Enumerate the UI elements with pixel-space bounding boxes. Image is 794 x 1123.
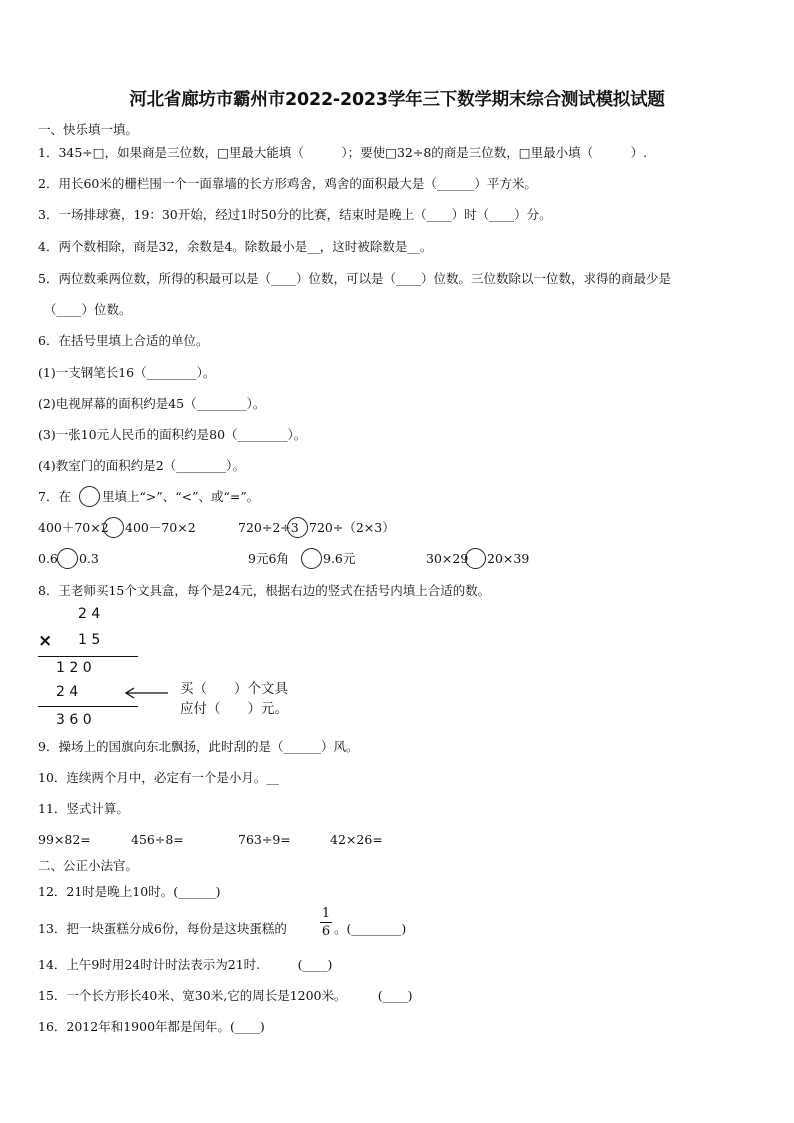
question-13-answer: 。(________) (334, 921, 407, 936)
calc-item-1: 99×82= (38, 832, 91, 847)
question-8: 8．王老师买15个文具盒，每个是24元，根据右边的竖式在括号内填上合适的数。 (38, 583, 491, 598)
fraction-bar (320, 922, 332, 923)
question-15: 15．一个长方形长40米、宽30米,它的周长是1200米。 (____) (38, 988, 413, 1003)
compare-1-left: 400＋70×2 (38, 520, 109, 535)
question-6: 6．在括号里填上合适的单位。 (38, 333, 209, 348)
calc-divider-1 (38, 656, 138, 657)
question-6-part-2: (2)电视屏幕的面积约是45（________）。 (38, 396, 266, 411)
question-10: 10．连续两个月中，必定有一个是小月。__ (38, 770, 279, 785)
compare-5-right: 20×39 (487, 551, 530, 566)
compare-5-circle-icon[interactable] (465, 548, 486, 569)
calc-item-3: 763÷9= (238, 832, 291, 847)
compare-3-left: 0.6 (38, 551, 58, 566)
calc-note-buy: 买（ ）个文具 (180, 681, 288, 697)
question-12: 12．21时是晚上10时。(______) (38, 884, 221, 899)
question-11: 11．竖式计算。 (38, 801, 129, 816)
question-5-line2: （____）位数。 (44, 302, 132, 317)
question-9: 9．操场上的国旗向东北飘扬，此时刮的是（______）风。 (38, 739, 359, 754)
page-title: 河北省廊坊市霸州市2022-2023学年三下数学期末综合测试模拟试题 (129, 90, 665, 110)
compare-3-right: 0.3 (79, 551, 99, 566)
compare-4-left: 9元6角 (248, 551, 289, 566)
question-7-suffix: 里填上“>”、“<”、或“=”。 (102, 489, 260, 504)
question-6-part-1: (1)一支钢笔长16（________）。 (38, 365, 216, 380)
question-14: 14．上午9时用24时计时法表示为21时. (____) (38, 957, 333, 972)
compare-2-left: 720÷2÷3 (238, 520, 299, 535)
compare-5-left: 30×29 (426, 551, 469, 566)
answer-circle-icon[interactable] (79, 486, 100, 507)
question-7-prefix: 7．在 (38, 489, 71, 504)
fraction-numerator: 1 (321, 906, 331, 921)
calc-item-4: 42×26= (330, 832, 383, 847)
question-16: 16．2012年和1900年都是闰年。(____) (38, 1019, 265, 1034)
section-heading-1: 一、快乐填一填。 (38, 122, 139, 137)
fraction-denominator: 6 (321, 924, 331, 939)
compare-2-circle-icon[interactable] (287, 517, 308, 538)
arrow-left-icon (124, 686, 170, 700)
compare-1-circle-icon[interactable] (103, 517, 124, 538)
compare-4-circle-icon[interactable] (301, 548, 322, 569)
calc-multiplicand: 2 4 (78, 606, 101, 622)
compare-2-right: 720÷（2×3） (309, 520, 395, 535)
calc-product: 3 6 0 (56, 712, 92, 728)
question-6-part-3: (3)一张10元人民币的面积约是80（________）。 (38, 427, 307, 442)
question-5-line1: 5．两位数乘两位数，所得的积最可以是（____）位数，可以是（____）位数。三位数除以一位数，求得的商最少是 (38, 271, 671, 286)
section-heading-2: 二、公正小法官。 (38, 858, 139, 873)
question-13-text: 13．把一块蛋糕分成6份，每份是这块蛋糕的 (38, 921, 287, 936)
compare-1-right: 400－70×2 (125, 520, 196, 535)
calc-note-pay: 应付（ ）元。 (180, 701, 288, 717)
multiply-sign-icon: × (38, 631, 53, 651)
question-2: 2．用长60米的栅栏围一个一面靠墙的长方形鸡舍，鸡舍的面积最大是（______）平方米。 (38, 176, 537, 191)
calc-partial-1: 1 2 0 (56, 660, 92, 676)
calc-divider-2 (38, 706, 138, 707)
question-4: 4．两个数相除，商是32，余数是4。除数最小是__，这时被除数是__。 (38, 239, 433, 254)
question-6-part-4: (4)教室门的面积约是2（________）。 (38, 458, 245, 473)
calc-partial-2: 2 4 (56, 684, 79, 700)
calc-multiplier: 1 5 (78, 632, 101, 648)
fraction-one-sixth (318, 906, 334, 939)
question-1: 1．345÷□，如果商是三位数，□里最大能填（ ）；要使□32÷8的商是三位数，□里最小填（ ）. (38, 145, 648, 160)
compare-4-right: 9.6元 (323, 551, 356, 566)
calc-item-2: 456÷8= (131, 832, 184, 847)
compare-3-circle-icon[interactable] (57, 548, 78, 569)
question-3: 3．一场排球赛，19：30开始，经过1时50分的比赛，结束时是晚上（____）时（____）分。 (38, 207, 552, 222)
